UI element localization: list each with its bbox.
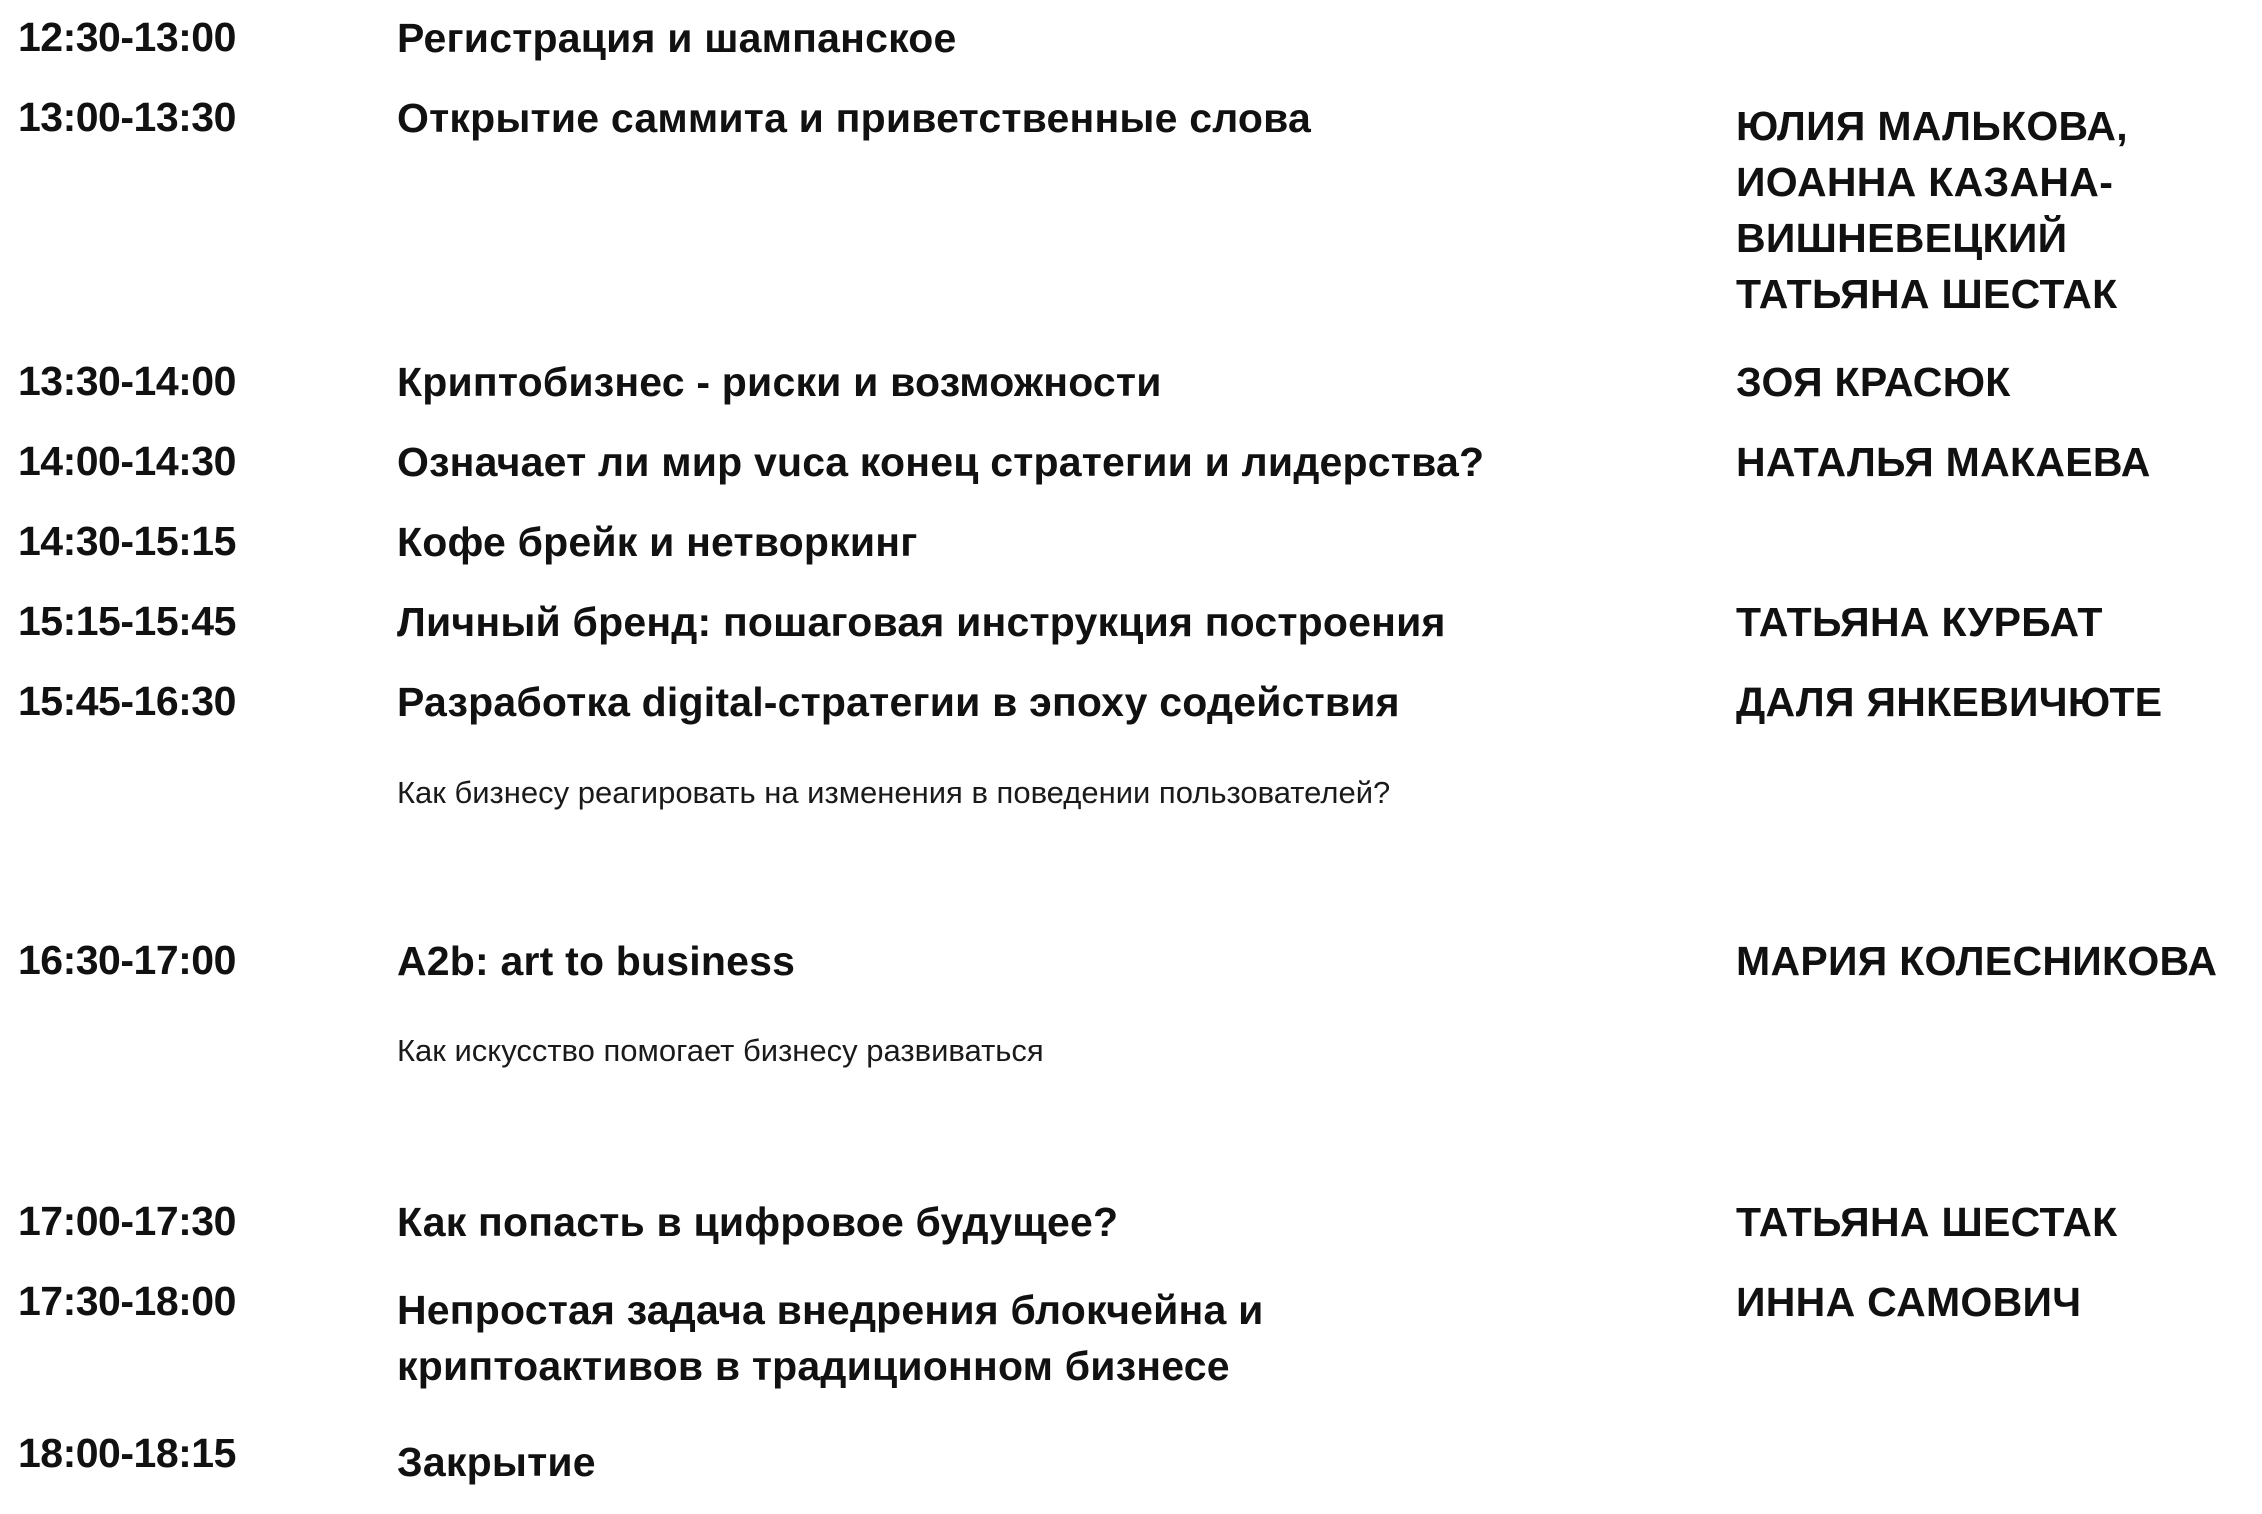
session-title: Как попасть в цифровое будущее?	[397, 1199, 1119, 1245]
session-title: Криптобизнес - риски и возможности	[397, 359, 1162, 405]
session-title: Кофе брейк и нетворкинг	[397, 519, 918, 565]
speaker-name: ВИШНЕВЕЦКИЙ	[1736, 215, 2068, 261]
session-time: 12:30-13:00	[18, 14, 236, 60]
speaker-name: ТАТЬЯНА КУРБАТ	[1736, 599, 2103, 645]
session-title: Открытие саммита и приветственные слова	[397, 95, 1312, 141]
session-title: Закрытие	[397, 1439, 596, 1485]
session-title: Регистрация и шампанское	[397, 15, 957, 61]
session-time: 15:45-16:30	[18, 678, 236, 724]
session-time: 14:30-15:15	[18, 518, 236, 564]
speaker-name: ТАТЬЯНА ШЕСТАК	[1736, 271, 2118, 317]
session-time: 17:00-17:30	[18, 1198, 236, 1244]
session-title: Разработка digital-стратегии в эпоху содействия	[397, 679, 1400, 725]
session-time: 13:30-14:00	[18, 358, 236, 404]
session-time: 14:00-14:30	[18, 438, 236, 484]
session-title: Личный бренд: пошаговая инструкция построения	[397, 599, 1446, 645]
speaker-name: ИННА САМОВИЧ	[1736, 1279, 2082, 1325]
session-time: 13:00-13:30	[18, 94, 236, 140]
session-description: Как бизнесу реагировать на изменения в поведении пользователей?	[397, 775, 1391, 810]
speaker-name: ЮЛИЯ МАЛЬКОВА,	[1736, 103, 2128, 149]
speaker-name: ТАТЬЯНА ШЕСТАК	[1736, 1199, 2118, 1245]
speaker-name: НАТАЛЬЯ МАКАЕВА	[1736, 439, 2151, 485]
session-time: 18:00-18:15	[18, 1430, 236, 1476]
session-description: Как искусство помогает бизнесу развиваться	[397, 1033, 1044, 1068]
speaker-name: МАРИЯ КОЛЕСНИКОВА	[1736, 938, 2218, 984]
speaker-name: ДАЛЯ ЯНКЕВИЧЮТЕ	[1736, 679, 2163, 725]
session-title: A2b: art to business	[397, 938, 796, 984]
session-time: 17:30-18:00	[18, 1278, 236, 1324]
session-title: Означает ли мир vuca конец стратегии и лидерства?	[397, 439, 1485, 485]
speaker-name: ИОАННА КАЗАНА-	[1736, 159, 2114, 205]
session-time: 15:15-15:45	[18, 598, 236, 644]
session-time: 16:30-17:00	[18, 937, 236, 983]
session-title: Непростая задача внедрения блокчейна и	[397, 1287, 1264, 1333]
session-title: криптоактивов в традиционном бизнесе	[397, 1343, 1230, 1389]
speaker-name: ЗОЯ КРАСЮК	[1736, 359, 2011, 405]
